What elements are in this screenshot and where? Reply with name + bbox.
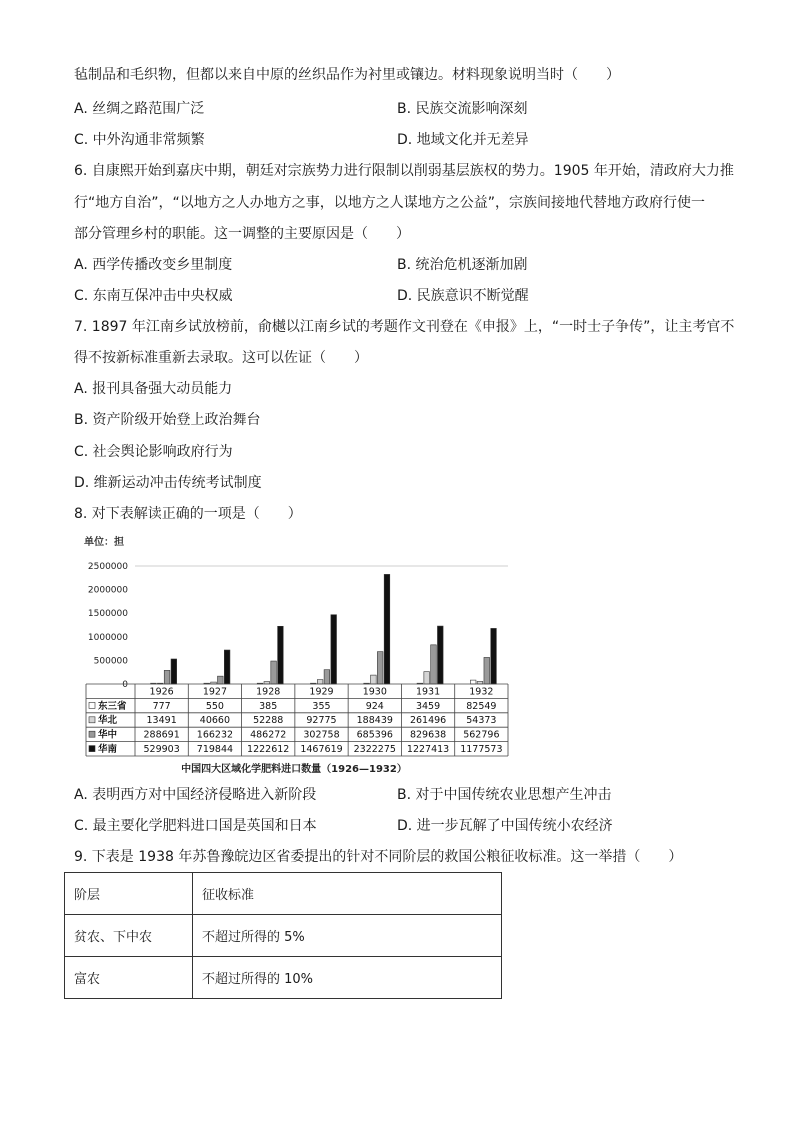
bar-华北-1929	[317, 680, 323, 684]
data-label: 261496	[409, 715, 447, 727]
bar-华中-1931	[431, 645, 437, 684]
data-label: 40660	[199, 715, 231, 727]
bar-华南-1927	[224, 650, 230, 684]
x-tick-label: 1926	[149, 686, 174, 698]
data-label: 486272	[250, 729, 287, 741]
data-label: 188439	[356, 715, 393, 727]
q8-option-b: B. 对于中国传统农业思想产生冲击	[397, 787, 612, 803]
data-label: 54373	[466, 715, 497, 727]
fertilizer-chart-svg	[76, 530, 512, 780]
y-tick-label: 500000	[93, 656, 128, 667]
bar-华中-1930	[377, 652, 383, 684]
table-row	[65, 915, 502, 957]
x-tick-label: 1929	[309, 686, 334, 698]
legend-swatch-华南	[89, 746, 95, 752]
bar-华南-1931	[437, 626, 443, 684]
q8-option-c: C. 最主要化学肥料进口国是英国和日本	[74, 818, 317, 834]
bar-华南-1929	[331, 615, 337, 684]
q7-stem-line-1: 7. 1897 年江南乡试放榜前，俞樾以江南乡试的考题作文刊登在《申报》上，“一时士子争传”，让主考官不	[74, 319, 735, 335]
q7-option-b: B. 资产阶级开始登上政治舞台	[74, 412, 261, 428]
data-label: 1177573	[460, 744, 503, 755]
table-cell: 不超过所得的 5%	[193, 915, 502, 957]
q6-stem-line-3: 部分管理乡村的职能。这一调整的主要原因是（ ）	[74, 226, 410, 242]
chart-title: 中国四大区域化学肥料进口数量（1926—1932）	[181, 764, 407, 775]
data-label: 355	[312, 700, 331, 712]
data-label: 924	[365, 700, 384, 712]
data-label: 1227413	[406, 744, 450, 755]
data-label: 3459	[415, 700, 441, 712]
data-label: 288691	[143, 729, 180, 741]
q9-stem: 9. 下表是 1938 年苏鲁豫皖边区省委提出的针对不同阶层的救国公粮征收标准。这一举措（ ）	[74, 849, 683, 865]
data-label: 302758	[303, 729, 340, 741]
bar-华中-1926	[164, 670, 170, 684]
legend-label: 华北	[98, 715, 118, 727]
q8-stem: 8. 对下表解读正确的一项是（ ）	[74, 506, 302, 522]
fertilizer-import-chart	[76, 530, 512, 780]
data-label: 385	[259, 700, 278, 712]
q6-stem-line-2: 行“地方自治”，“以地方之人办地方之事，以地方之人谋地方之公益”，宗族间接地代替地方政府行使一	[74, 195, 706, 211]
x-tick-label: 1930	[362, 686, 387, 698]
y-tick-label: 1500000	[87, 609, 128, 620]
bar-华中-1932	[484, 657, 490, 684]
bar-华中-1929	[324, 670, 330, 684]
q5-option-a: A. 丝绸之路范围广泛	[74, 101, 205, 117]
data-label: 777	[152, 700, 171, 712]
data-label: 1222612	[247, 744, 290, 755]
x-tick-label: 1932	[469, 686, 494, 698]
table-header-row	[65, 873, 502, 915]
y-tick-label: 2500000	[87, 562, 128, 572]
bar-华南-1926	[171, 659, 177, 684]
data-label: 562796	[463, 729, 500, 741]
legend-swatch-华中	[89, 731, 95, 737]
legend-label: 东三省	[98, 700, 127, 712]
table-cell: 贫农、下中农	[65, 915, 193, 957]
table-header-cell: 阶层	[65, 873, 193, 915]
data-label: 2322275	[353, 744, 396, 755]
q6-option-a: A. 西学传播改变乡里制度	[74, 257, 233, 273]
q5-stem-line: 毡制品和毛织物，但都以来自中原的丝织品作为衬里或镶边。材料现象说明当时（ ）	[74, 67, 620, 83]
legend-label: 华中	[98, 729, 118, 741]
q6-option-d: D. 民族意识不断觉醒	[397, 288, 529, 304]
y-tick-label: 2000000	[87, 585, 128, 596]
q6-option-c: C. 东南互保冲击中央权威	[74, 288, 233, 304]
q6-option-b: B. 统治危机逐渐加剧	[397, 257, 528, 273]
x-tick-label: 1931	[415, 686, 441, 698]
q8-option-d: D. 进一步瓦解了中国传统小农经济	[397, 818, 613, 834]
data-label: 685396	[356, 729, 393, 741]
table-cell: 富农	[65, 957, 193, 999]
data-label: 550	[205, 700, 224, 712]
legend-swatch-东三省	[89, 702, 95, 708]
data-label: 719844	[196, 744, 234, 755]
bar-华北-1930	[371, 675, 377, 684]
grain-levy-table	[64, 872, 502, 999]
legend-swatch-华北	[89, 717, 95, 723]
data-label: 92775	[306, 715, 337, 727]
q5-option-d: D. 地域文化并无差异	[397, 132, 529, 148]
bar-华南-1932	[491, 628, 497, 684]
q5-option-c: C. 中外沟通非常频繁	[74, 132, 205, 148]
legend-label: 华南	[98, 744, 118, 755]
bar-华南-1930	[384, 574, 390, 684]
bar-华北-1931	[424, 672, 430, 684]
data-label: 829638	[409, 729, 447, 741]
bar-华中-1927	[218, 676, 224, 684]
q7-option-a: A. 报刊具备强大动员能力	[74, 381, 233, 397]
bar-华中-1928	[271, 661, 277, 684]
q7-stem-line-2: 得不按新标准重新去录取。这可以佐证（ ）	[74, 350, 368, 366]
x-tick-label: 1928	[256, 686, 281, 698]
data-label: 82549	[466, 700, 497, 712]
q7-option-c: C. 社会舆论影响政府行为	[74, 444, 233, 460]
y-tick-label: 0	[122, 680, 128, 690]
table-row	[65, 957, 502, 999]
y-tick-label: 1000000	[87, 632, 128, 643]
table-cell: 不超过所得的 10%	[193, 957, 502, 999]
bar-东三省-1932	[470, 680, 476, 684]
q6-stem-line-1: 6. 自康熙开始到嘉庆中期，朝廷对宗族势力进行限制以削弱基层族权的势力。1905 年开始，清政府大力推	[74, 163, 734, 179]
x-tick-label: 1927	[202, 686, 228, 698]
data-label: 166232	[196, 729, 234, 741]
bar-华南-1928	[278, 626, 284, 684]
q7-option-d: D. 维新运动冲击传统考试制度	[74, 475, 262, 491]
data-label: 52288	[253, 715, 284, 727]
chart-unit-label: 单位：担	[84, 537, 124, 548]
q8-option-a: A. 表明西方对中国经济侵略进入新阶段	[74, 787, 317, 803]
data-label: 1467619	[300, 744, 343, 755]
table-header-cell: 征收标准	[193, 873, 502, 915]
q5-option-b: B. 民族交流影响深刻	[397, 101, 528, 117]
data-label: 529903	[143, 744, 180, 755]
data-label: 13491	[146, 715, 177, 727]
